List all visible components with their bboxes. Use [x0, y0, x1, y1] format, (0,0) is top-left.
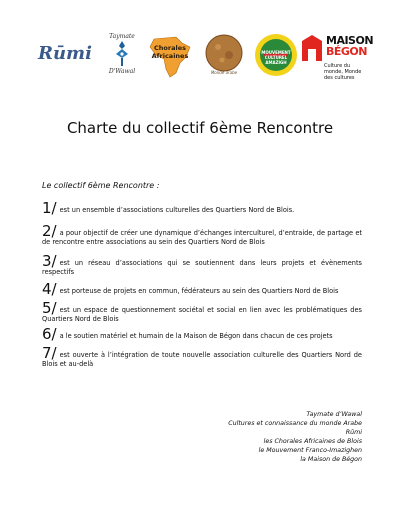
charter-item-6 — [42, 325, 362, 343]
cercle-logo-text: Monde arabe — [210, 70, 238, 75]
charter-item-text: est un espace de questionnement sociétal et social en lien avec les problématiques des Quartiers Nord de Blois — [42, 306, 362, 323]
signatory-line: Rūmi — [345, 429, 362, 436]
document-title: Charte du collectif 6ème Rencontre — [66, 119, 334, 137]
begon-title-line-1: MAISON — [326, 34, 374, 47]
signatory-line: Cultures et connaissance du monde Arabe — [228, 420, 362, 427]
mouvement-logo-text: MOUVEMENT CULTUREL AMAZIGH — [261, 50, 291, 65]
charter-item-number: 3/ — [42, 252, 57, 270]
charter-item-number: 6/ — [42, 325, 57, 343]
signatory-line: la Maison de Bégon — [300, 456, 362, 463]
charter-item-text: a le soutien matériel et humain de la Maison de Bégon dans chacun de ces projets — [59, 332, 333, 340]
charter-item-number: 5/ — [42, 299, 57, 317]
charter-item-3 — [42, 252, 362, 277]
signatory-line: les Chorales Africaines de Blois — [263, 438, 362, 445]
rumi-logo — [38, 43, 93, 71]
intro-text: Le collectif 6ème Rencontre : — [42, 181, 160, 190]
charter-item-text: est un réseau d’associations qui se soutiennent dans leurs projets et évènements respectifs — [42, 259, 362, 276]
charter-item-4 — [42, 280, 362, 298]
charter-item-5 — [42, 299, 362, 324]
taymate-logo-bottom: D'Wawal — [108, 68, 136, 75]
begon-title — [326, 35, 373, 57]
maison-begon-logo — [300, 33, 374, 81]
taymate-logo-top: Taymate — [109, 33, 135, 40]
charter-item-text: est porteuse de projets en commun, fédérateurs au sein des Quartiers Nord de Blois — [59, 287, 339, 295]
charter-item-number: 2/ — [42, 222, 57, 240]
logo-bar — [38, 33, 374, 81]
cercle-logo — [200, 33, 248, 79]
begon-subtitle: Culture du monde, Monde des cultures — [324, 63, 362, 81]
begon-title-line-2: BÉGON — [326, 45, 367, 58]
charter-item-2 — [42, 222, 362, 247]
rumi-logo-text: Rūmi — [38, 43, 92, 64]
charter-item-text: est un ensemble d’associations culturelles des Quartiers Nord de Blois. — [59, 206, 295, 214]
signatory-line: Taymate d’Wawal — [306, 411, 362, 418]
taymate-emblem-icon — [113, 40, 131, 68]
charter-item-number: 1/ — [42, 199, 57, 217]
charter-item-number: 4/ — [42, 280, 57, 298]
taymate-logo — [102, 33, 142, 79]
chorales-logo — [146, 33, 194, 79]
charter-item-7 — [42, 344, 362, 369]
chorales-logo-text: Chorales Africaines — [151, 44, 189, 60]
mouvement-logo — [254, 33, 298, 79]
signatory-line: le Mouvement Franco-Imazighen — [258, 447, 362, 454]
charter-item-text: est ouverte à l’intégration de toute nouvelle association culturelle des Quartiers Nord de Blois et au-delà — [42, 351, 362, 368]
charter-item-number: 7/ — [42, 344, 57, 362]
begon-emblem-icon — [300, 33, 326, 63]
signatories-block — [162, 410, 362, 464]
charter-item-text: a pour objectif de créer une dynamique d’échanges interculturel, d’entraide, de partage et de rencontre entre associations au sein des Quartiers Nord de Blois — [42, 229, 362, 246]
charter-item-1 — [42, 199, 362, 217]
